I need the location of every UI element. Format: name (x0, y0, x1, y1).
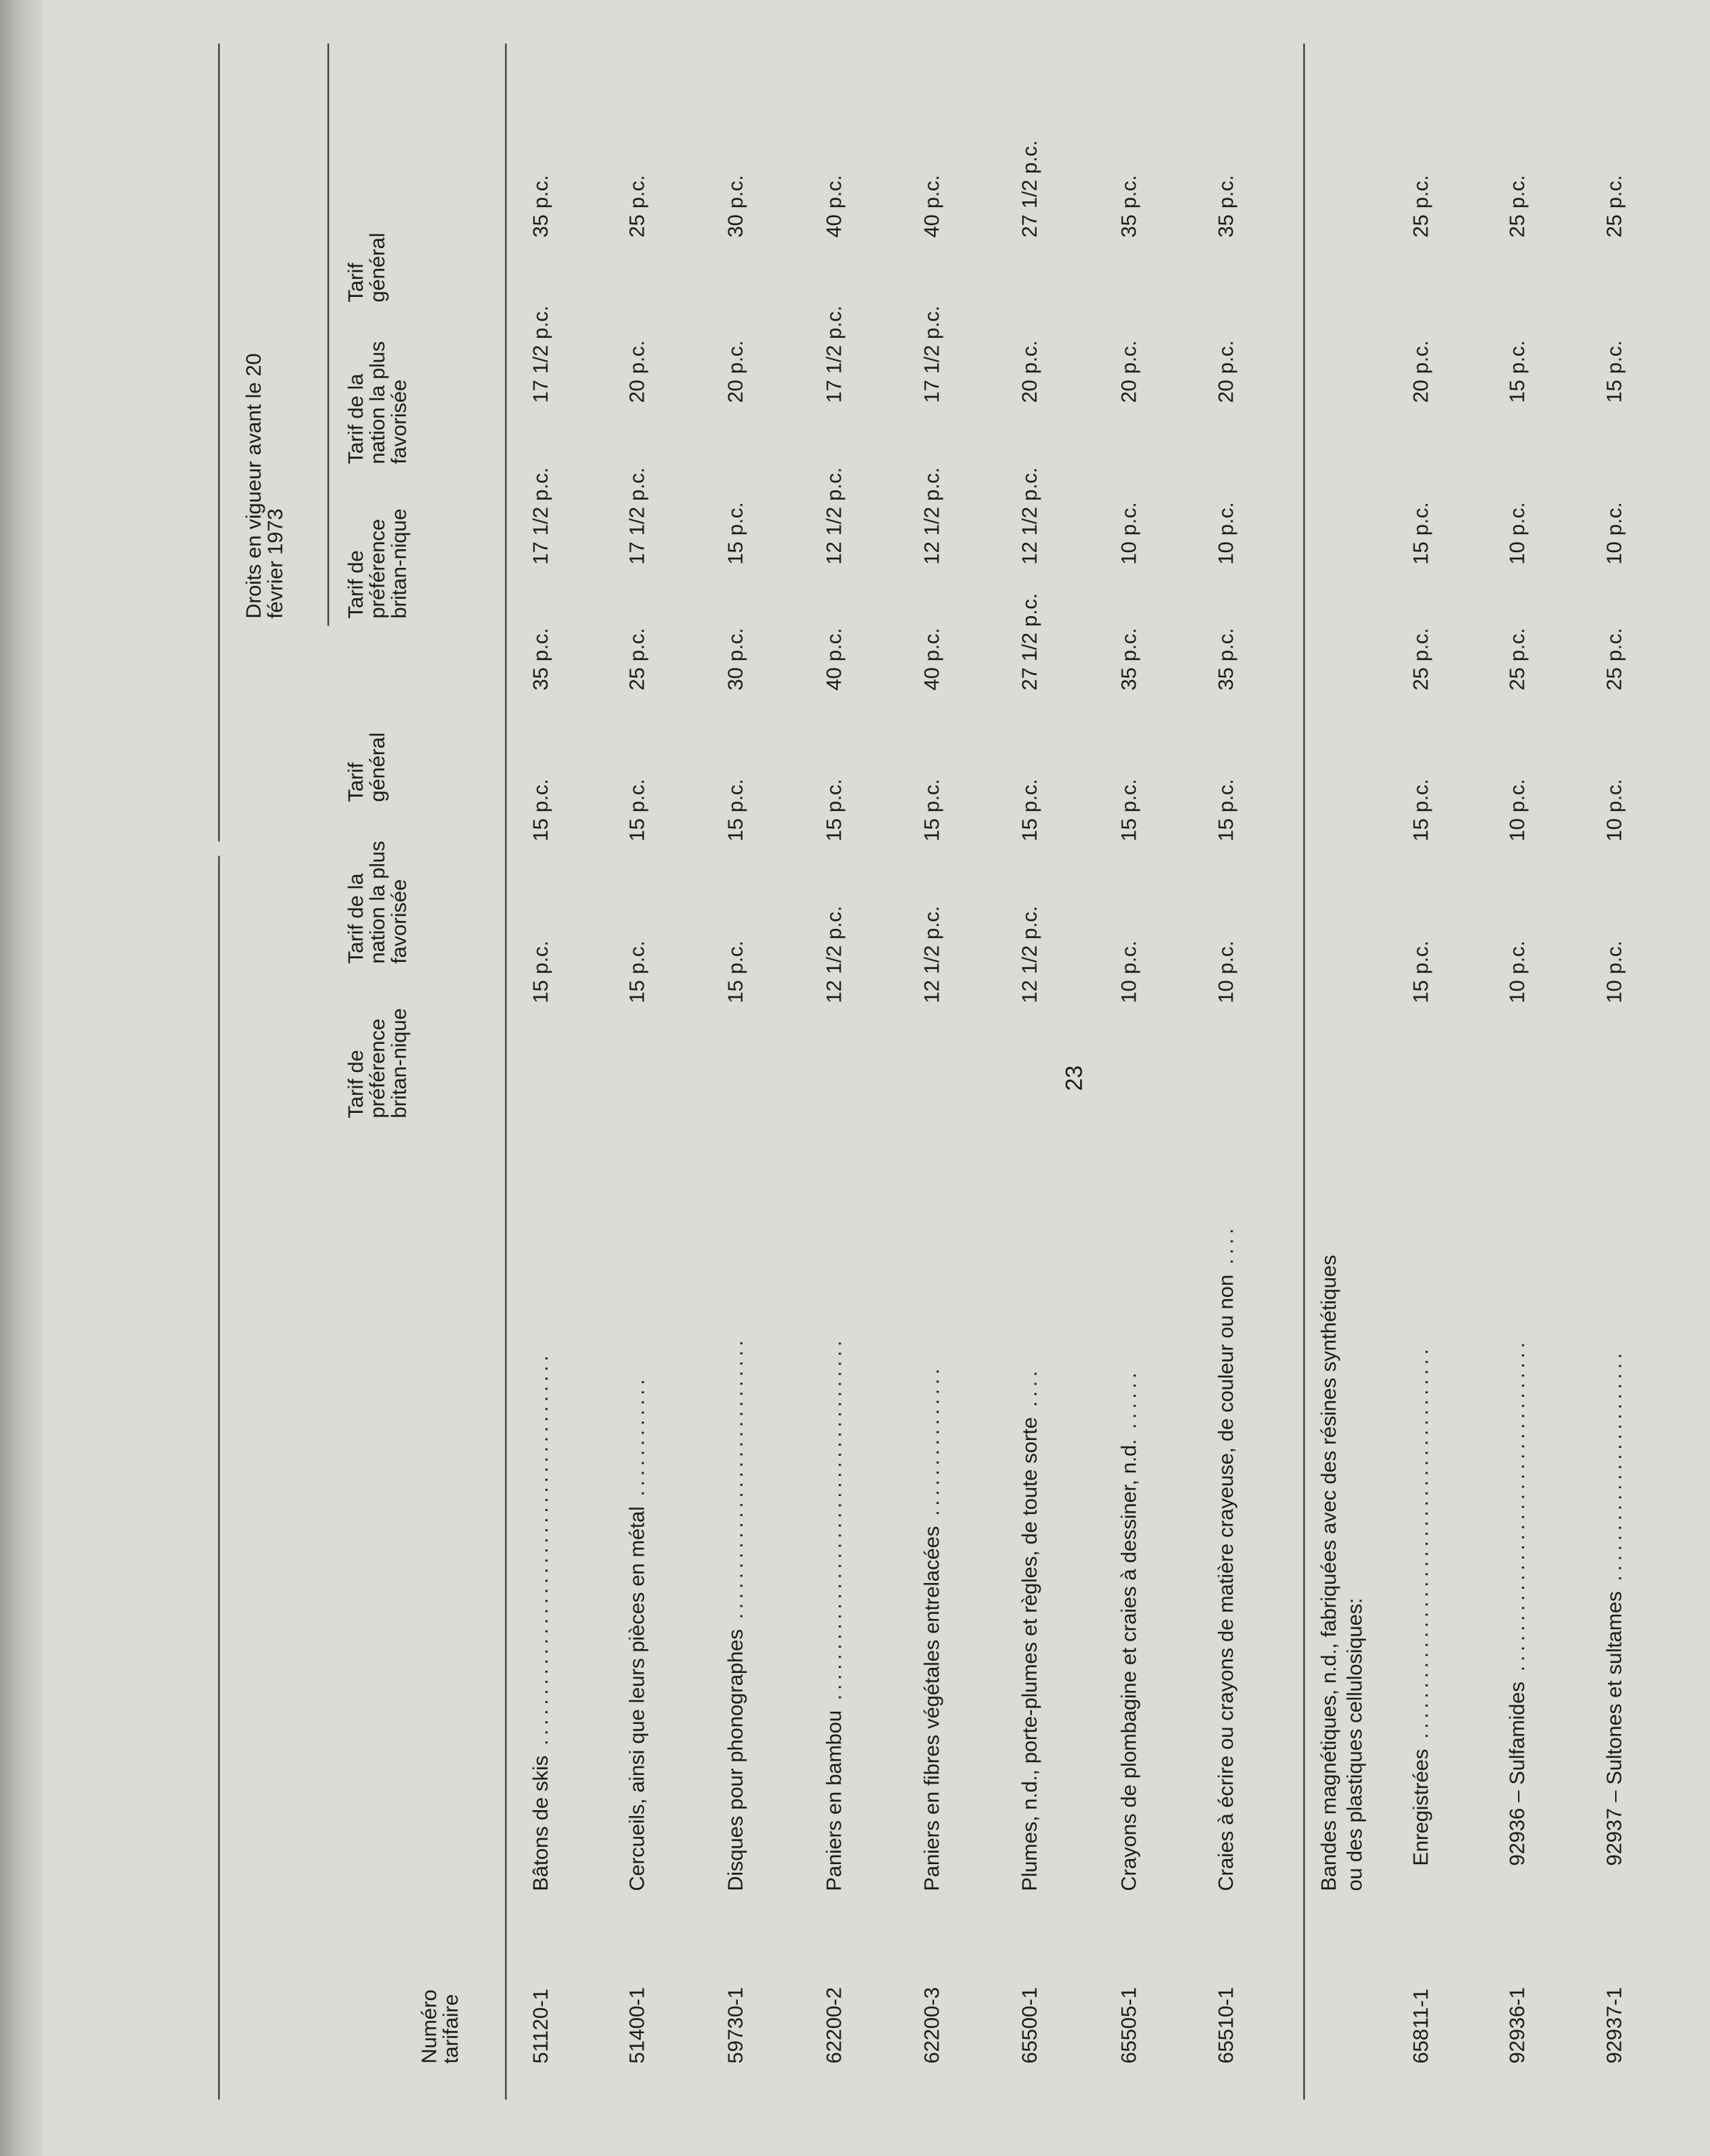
before-rate-npf: 20 p.c. (1117, 339, 1140, 403)
rate-npf: 10 p.c. (1603, 778, 1626, 841)
leader-dots: ............... (920, 1364, 943, 1526)
before-rate-general: 27 1/2 p.c. (1018, 139, 1041, 237)
page-number: 23 (1061, 1065, 1087, 1091)
before-rate-npf: 15 p.c. (1603, 339, 1626, 403)
header-numero: Numéro tarifaire (418, 1988, 462, 2063)
rate-npf: 15 p.c. (1117, 778, 1140, 841)
before-group-rule (327, 43, 329, 625)
before-rate-npf: 20 p.c. (1409, 339, 1432, 403)
before-rate-npf: 15 p.c. (1506, 339, 1529, 403)
tariff-number: 51120-1 (529, 1988, 552, 2063)
before-rate-bp: 17 1/2 p.c. (529, 467, 552, 564)
before-rate-bp: 12 1/2 p.c. (823, 467, 846, 564)
before-rate-general: 35 p.c. (1117, 174, 1140, 237)
rate-bp: 12 1/2 p.c. (920, 905, 943, 1003)
leader-dots: .... (1215, 1224, 1238, 1275)
header-before-gen: Tarif général (344, 232, 389, 302)
rate-bp: 15 p.c. (1409, 940, 1432, 1003)
rate-general: 25 p.c. (626, 627, 649, 690)
top-rule (218, 855, 219, 2099)
tariff-number: 65500-1 (1018, 1986, 1041, 2063)
tariff-number: 62200-2 (823, 1986, 846, 2063)
leader-dots: ................................. (1506, 1337, 1529, 1682)
before-rate-general: 40 p.c. (920, 174, 943, 237)
leader-dots: ....................... (1603, 1348, 1626, 1591)
leader-dots: ............................ (724, 1335, 747, 1629)
before-rate-general: 25 p.c. (1506, 174, 1529, 237)
before-rate-general: 40 p.c. (823, 174, 846, 237)
item-description: Paniers en fibres végétales entrelacées ............... (920, 1364, 943, 1891)
rate-bp: 15 p.c. (529, 940, 552, 1003)
item-description: 92936 – Sulfamides ................................. (1506, 1337, 1529, 1866)
before-rate-general: 35 p.c. (529, 174, 552, 237)
rate-bp: 10 p.c. (1117, 940, 1140, 1003)
rate-npf: 15 p.c. (1409, 778, 1432, 841)
rate-general: 25 p.c. (1506, 627, 1529, 690)
before-rate-npf: 20 p.c. (626, 339, 649, 403)
rate-bp: 12 1/2 p.c. (823, 905, 846, 1003)
rate-bp: 15 p.c. (626, 940, 649, 1003)
header-before-bp: Tarif de préférence britan-nique (344, 508, 411, 618)
leader-dots: ....................................... (1409, 1344, 1432, 1749)
tariff-number: 65505-1 (1117, 1986, 1140, 2063)
rate-npf: 15 p.c. (823, 778, 846, 841)
item-description: Bâtons de skis ....................................... (529, 1351, 552, 1891)
tariff-number: 51400-1 (626, 1986, 649, 2063)
before-rate-bp: 17 1/2 p.c. (626, 467, 649, 564)
before-rate-npf: 17 1/2 p.c. (920, 305, 943, 403)
group-label-line2: ou des plastiques cellulosiques: (1343, 1597, 1366, 1891)
rate-npf: 15 p.c. (920, 778, 943, 841)
rate-general: 25 p.c. (1603, 627, 1626, 690)
item-description: Plumes, n.d., porte-plumes et règles, de toute sorte .... (1018, 1366, 1041, 1891)
rate-npf: 15 p.c. (1018, 778, 1041, 841)
rate-npf: 15 p.c. (1215, 778, 1238, 841)
before-rate-bp: 12 1/2 p.c. (920, 467, 943, 564)
rate-general: 35 p.c. (1117, 627, 1140, 690)
rate-general: 35 p.c. (1215, 627, 1238, 690)
rate-bp: 15 p.c. (724, 940, 747, 1003)
top-rule-right (218, 43, 219, 841)
leader-dots: .... (1018, 1366, 1041, 1417)
rate-npf: 15 p.c. (724, 778, 747, 841)
rate-bp: 10 p.c. (1506, 940, 1529, 1003)
section-rule (1303, 43, 1304, 2099)
before-rate-general: 30 p.c. (724, 174, 747, 237)
before-rate-bp: 15 p.c. (724, 501, 747, 564)
before-rate-npf: 20 p.c. (1215, 339, 1238, 403)
rate-bp: 10 p.c. (1603, 940, 1626, 1003)
before-rate-npf: 17 1/2 p.c. (529, 305, 552, 403)
before-rate-bp: 10 p.c. (1603, 501, 1626, 564)
item-description: 92937 – Sultones et sultames ....................... (1603, 1348, 1626, 1866)
item-description: Crayons de plombagine et craies à dessiner, n.d. ...... (1117, 1367, 1140, 1891)
rate-general: 40 p.c. (920, 627, 943, 690)
leader-dots: ............ (626, 1375, 649, 1506)
rate-npf: 15 p.c. (626, 778, 649, 841)
group-label-line1: Bandes magnétiques, n.d., fabriquées avec des résines synthétiques (1317, 1254, 1340, 1891)
header-before-npf: Tarif de la nation la plus favorisée (344, 341, 411, 464)
before-rate-bp: 12 1/2 p.c. (1018, 467, 1041, 564)
rate-bp: 12 1/2 p.c. (1018, 905, 1041, 1003)
before-rate-bp: 10 p.c. (1117, 501, 1140, 564)
tariff-number: 92936-1 (1506, 1986, 1529, 2063)
header-bp: Tarif de préférence britan-nique (344, 1007, 411, 1118)
before-rate-bp: 10 p.c. (1215, 501, 1238, 564)
item-description: Paniers en bambou .................................... (823, 1336, 846, 1891)
rate-general: 27 1/2 p.c. (1018, 592, 1041, 690)
header-gen: Tarif général (344, 732, 389, 802)
rate-bp: 10 p.c. (1215, 940, 1238, 1003)
rate-general: 35 p.c. (529, 627, 552, 690)
before-rate-npf: 20 p.c. (1018, 339, 1041, 403)
rate-general: 30 p.c. (724, 627, 747, 690)
tariff-number: 65811-1 (1409, 1988, 1432, 2063)
before-rate-general: 35 p.c. (1215, 174, 1238, 237)
before-rate-general: 25 p.c. (1409, 174, 1432, 237)
item-description: Craies à écrire ou crayons de matière crayeuse, de couleur ou non .... (1215, 1224, 1238, 1891)
tariff-number: 92937-1 (1603, 1986, 1626, 2063)
leader-dots: ....................................... (529, 1351, 552, 1756)
rate-general: 40 p.c. (823, 627, 846, 690)
item-description: Cercueils, ainsi que leurs pièces en métal ............ (626, 1375, 649, 1891)
before-rate-npf: 17 1/2 p.c. (823, 305, 846, 403)
rate-general: 25 p.c. (1409, 627, 1432, 690)
before-rate-bp: 15 p.c. (1409, 501, 1432, 564)
before-rate-general: 25 p.c. (1603, 174, 1626, 237)
item-description: Disques pour phonographes ............................ (724, 1335, 747, 1891)
rate-npf: 10 p.c. (1506, 778, 1529, 841)
header-rule (505, 43, 506, 2099)
leader-dots: ...... (1117, 1367, 1140, 1439)
header-npf: Tarif de la nation la plus favorisée (344, 840, 411, 963)
header-before-group: Droits en vigueur avant le 20 février 1973 (242, 352, 287, 618)
before-rate-npf: 20 p.c. (724, 339, 747, 403)
before-rate-general: 25 p.c. (626, 174, 649, 237)
tariff-number: 65510-1 (1215, 1986, 1238, 2063)
rate-npf: 15 p.c. (529, 778, 552, 841)
before-rate-bp: 10 p.c. (1506, 501, 1529, 564)
tariff-number: 62200-3 (920, 1986, 943, 2063)
tariff-number: 59730-1 (724, 1986, 747, 2063)
item-description: Enregistrées ....................................... (1409, 1344, 1432, 1866)
leader-dots: .................................... (823, 1336, 846, 1710)
